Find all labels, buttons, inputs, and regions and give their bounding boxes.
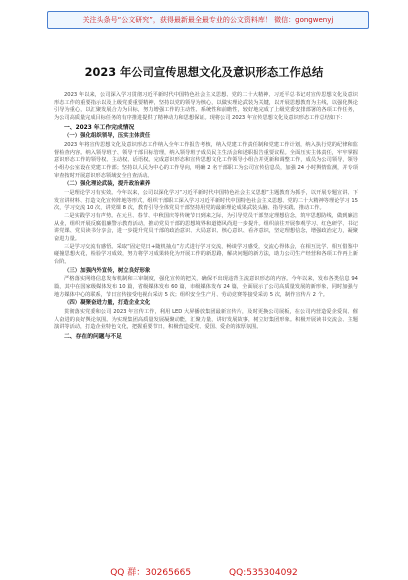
footer-qq: QQ:535304092 <box>229 568 298 578</box>
body-paragraph: 贯彻落实党委和公司 2023 年宣传工作，利用 LED 大屏播放集团最新宣传片，及时更换公司展板，在公司内营造爱企爱岗、催人奋进的良好舆论氛围。为实现集团高质量发展凝聚动能，汇聚力量，讲好发展故事，树立好集团形象。积极开展读书交流会、主题演讲等活动，打造企业特色文化，把握重要节日，积极营造爱党、爱国、爱企的浓厚氛围。 <box>54 309 358 331</box>
section-heading: 二、存在的问题与不足 <box>64 334 122 341</box>
promo-banner-text: 关注头条号“公文研究”，获得最新最全最专业的公文资料库！ 微信：gongwenyj <box>82 16 334 24</box>
subsection-heading: （二）强化理论武装，提升政治素养 <box>64 181 151 188</box>
subsection-heading: （三）加强内外宣传，树立良好形象 <box>64 267 151 274</box>
subsection-heading: （一）强化组织领导，压实主体责任 <box>64 133 151 140</box>
document-body <box>54 92 358 343</box>
subsection-heading: （四）凝聚奋进力量，打造企业文化 <box>64 300 151 307</box>
section-heading: 一、2023 年工作完成情况 <box>64 124 135 131</box>
body-paragraph: 二是实践学习有声势。在元旦、春节、中秋国庆等传统节日到来之际，为引导党员干部坚定理想信念，筑牢思想防线，做到廉洁从业，组织开展反腐倡廉警示教育活动，推动党员干部的思想境界和道德风尚进一步提升。组织前往开展参观学习、红色研学、书记讲党课、党员读书分享会，进一步提升党员干部的政治意识、大局意识、核心意识、看齐意识，坚定理想信念，增强政治定力，凝聚奋进力量。 <box>54 213 358 242</box>
footer-qq-group: QQ 群：30265665 <box>110 568 192 578</box>
body-paragraph: 三是学习交流有感悟。采取“固定党日+随机抽点”方式进行学习交流，畅谈学习感受，交流心得体会，在相互比学、相互借鉴中碰撞思想火花，检验学习成效，努力将学习成果转化为开展工作的新思路，解决问题的新方法，助力公司生产经营和各项工作再上新台阶。 <box>54 243 358 266</box>
promo-banner <box>47 11 369 29</box>
body-paragraph: 一是理论学习有实效。今年以来，公司以深化学习“习近平新时代中国特色社会主义思想”主题教育为抓手，以开展专题宣讲、下发宣讲材料、打造文化宣传阵地等形式，组织干部职工深入学习习近平新时代中国特色社会主义思想、党的二十大精神等理论学习 15 次，学习交流 10 次，讲党课 8 次，教育引导全体党员干部坚持用党的最新理论成果武装头脑、指导实践、推动工作。 <box>54 189 358 212</box>
document-title: 2023 年公司宣传思想文化及意识形态工作总结 <box>84 66 324 79</box>
body-paragraph: 2023 年以来，公司深入学习贯彻习近平新时代中国特色社会主义思想、党的二十大精神、习近平总书记对宣传思想文化及意识形态工作的重要指示以及上级党委重要精神，坚持以党的领导为核心，以做实理论武装为关键，以开展思想教育为主线，以强化舆论引导为重心，以汇聚发展合力为目标，努力增强工作的主动性、系统性和前瞻性，较好地完成了上级党委安排部署的各项工作任务，为公司高质量完成目标任务的有序推进提供了精神动力和思想保证。现将公司 2023 年宣传思想文化及意识形态工作总结如下： <box>54 92 358 121</box>
body-paragraph: 严格落实网络信息发布机制和三审制度，强化宣传的把关，确保不出现违背主流意识形态的内容。今年以来，发布各类信息 94 篇，其中在国家级媒体发布 10 篇，省级媒体发布 60 篇，市级媒体发布 24 篇，全面展示了公司高质量发展的新形象，同时加强与地方媒体中心的联系，节日宣传接受电视台采访 5 次；组织安全生产月、劳动竞赛等接受采访 5 次，制作宣传片 2 个。 <box>54 276 358 298</box>
footer-contact <box>0 565 408 578</box>
body-paragraph: 2023 年将宣传思想文化及意识形态工作纳入全年工作报告考核，纳入党建工作责任制和党建工作计划，纳入执行党的纪律和监督检查内容。纳入领导班子、领导干部目标管理，纳入领导班子成员民主生活会和述职报告重要议程。全面压实主体责任，牢牢掌握意识形态工作的领导权、主动权、话语权。完成意识形态和宣传思想文化工作领导小组合并更新和调整工作，成员为公司领导，领导小组办公室设在党建工作部；坚持以人民为中心的工作导向，明确 2 名干部职工为公司宣传信息员，加强 24 小时舆情监测，并专项审查按时开展意识形态领域安全自查活动。 <box>54 142 358 179</box>
